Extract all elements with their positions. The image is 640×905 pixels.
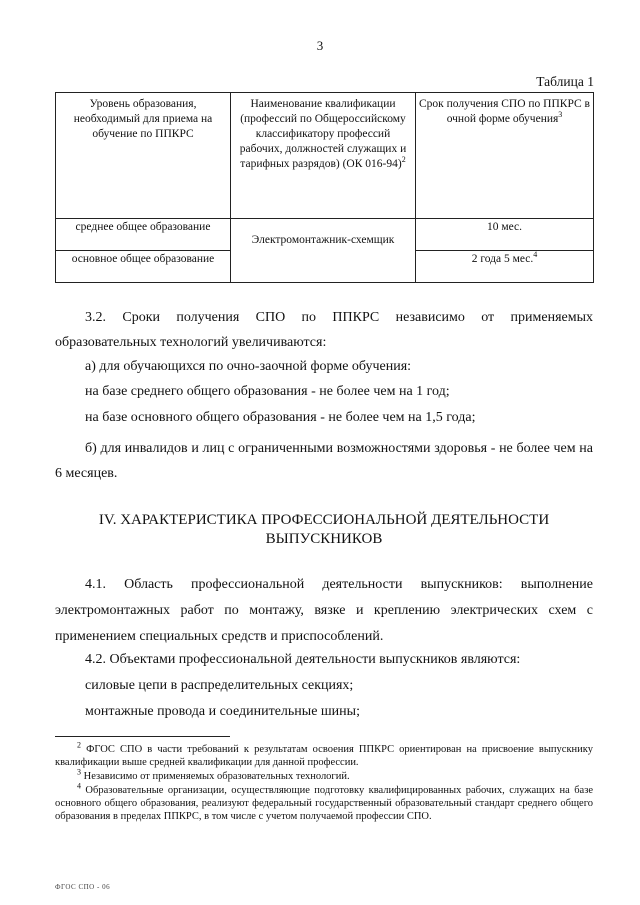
cell-level: среднее общее образование	[56, 219, 231, 251]
footnote-2: $^2$ ФГОС СПО в части требований к результатам освоения ППКРС ориентирован на присвоение выпускнику квалификации выше средней квалификации для данной профессии.	[55, 740, 593, 768]
list-item-b: б) для инвалидов и лиц с ограниченными возможностями здоровья - не более чем на 6 месяцев.	[55, 441, 593, 481]
footer-mark: ФГОС СПО - 06	[55, 883, 111, 891]
cell-term: 2 года 5 мес.$^4$	[416, 251, 594, 283]
qualification-table	[55, 92, 594, 283]
paragraph-3-2: 3.2. Сроки получения СПО по ППКРС независимо от применяемых образовательных технологий увеличиваются:	[55, 310, 593, 350]
footnote-4: $^4$ Образовательные организации, осуществляющие подготовку квалифицированных рабочих, служащих на базе основного общего образования, реализуют федеральный государственный образовательный стандарт среднего общего образования в пределах ППКРС, в том числе с учетом получаемой профессии СПО.	[55, 781, 593, 822]
paragraph-4-2: 4.2. Объектами профессиональной деятельности выпускников являются:	[85, 652, 521, 667]
header-qualification: Наименование квалификации (профессий по Общероссийскому классификатору профессий рабочих, должностей служащих и тарифных разрядов) (ОК 016-94)$^2$	[231, 93, 416, 219]
paragraph-4-1: 4.1. Область профессиональной деятельности выпускников: выполнение электромонтажных работ по монтажу, вязке и креплению электрических схем с применением специальных средств и приспособлений.	[55, 577, 593, 644]
list-item: монтажные провода и соединительные шины;	[85, 704, 360, 719]
cell-qualification: Электромонтажник-схемщик	[231, 219, 416, 283]
list-item: силовые цепи в распределительных секциях;	[85, 678, 354, 693]
page-number: 3	[316, 38, 324, 53]
list-item-a2: на базе основного общего образования - не более чем на 1,5 года;	[85, 410, 476, 425]
header-education-level: Уровень образования, необходимый для приема на обучение по ППКРС	[56, 93, 231, 219]
table-header-row	[56, 93, 594, 219]
list-item-a: а) для обучающихся по очно-заочной форме обучения:	[85, 359, 412, 374]
cell-term: 10 мес.	[416, 219, 594, 251]
table-row	[56, 219, 594, 251]
section-heading: IV. ХАРАКТЕРИСТИКА ПРОФЕССИОНАЛЬНОЙ ДЕЯТЕЛЬНОСТИ ВЫПУСКНИКОВ	[98, 512, 550, 547]
cell-level: основное общее образование	[56, 251, 231, 283]
table-caption: Таблица 1	[536, 74, 594, 89]
footnote-3: $^3$ Независимо от применяемых образовательных технологий.	[77, 767, 350, 782]
header-term: Срок получения СПО по ППКРС в очной форме обучения$^3$	[416, 93, 594, 219]
list-item-a1: на базе среднего общего образования - не более чем на 1 год;	[85, 384, 450, 399]
footnote-separator	[55, 736, 230, 737]
